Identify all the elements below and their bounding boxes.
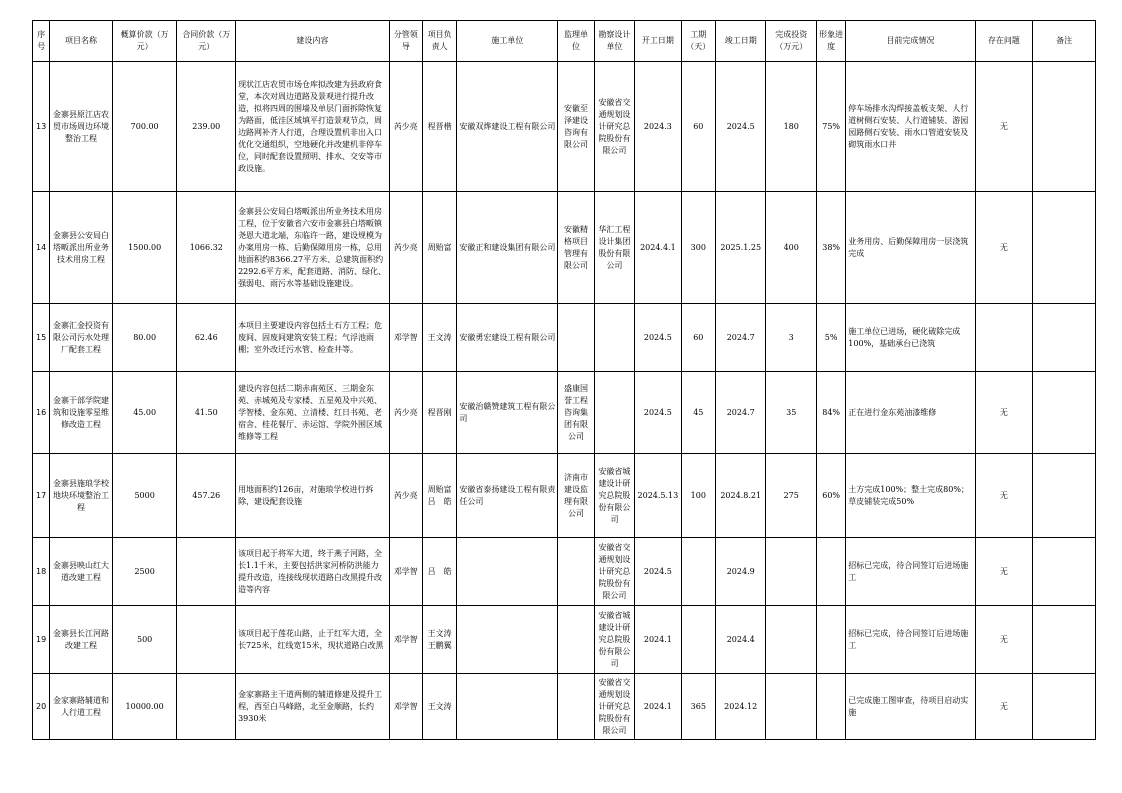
cell-remark xyxy=(1033,304,1096,372)
cell-remark xyxy=(1033,62,1096,192)
cell-issues xyxy=(975,304,1033,372)
table-row xyxy=(33,304,1096,372)
cell-seq: 14 xyxy=(33,192,50,304)
cell-pm: 王文涛 xyxy=(422,674,456,740)
table-row xyxy=(33,454,1096,538)
cell-designer: 安徽省城建设计研究总院股份有限公司 xyxy=(594,454,634,538)
cell-progress: 75% xyxy=(816,62,845,192)
cell-status: 业务用房、后勤保障用房一层浇筑完成 xyxy=(846,192,975,304)
cell-remark xyxy=(1033,454,1096,538)
cell-builder: 安徽省泰扬建设工程有限责任公司 xyxy=(457,454,558,538)
cell-seq: 19 xyxy=(33,606,50,674)
header-budget: 概算价款（万元） xyxy=(112,21,177,62)
cell-pm: 程晋刚 xyxy=(422,372,456,454)
cell-contract: 62.46 xyxy=(177,304,236,372)
cell-period: 100 xyxy=(681,454,715,538)
cell-contract: 457.26 xyxy=(177,454,236,538)
cell-builder xyxy=(457,674,558,740)
header-builder: 施工单位 xyxy=(457,21,558,62)
cell-budget: 45.00 xyxy=(112,372,177,454)
header-contract: 合同价款（万元） xyxy=(177,21,236,62)
cell-name: 金寨县施琅学校地块环境整治工程 xyxy=(50,454,113,538)
cell-finish: 2024.7 xyxy=(715,304,766,372)
header-supervisor: 监理单位 xyxy=(558,21,594,62)
cell-seq: 20 xyxy=(33,674,50,740)
cell-issues: 无 xyxy=(975,192,1033,304)
cell-progress xyxy=(816,606,845,674)
cell-remark xyxy=(1033,674,1096,740)
cell-finish: 2024.7 xyxy=(715,372,766,454)
cell-contract: 41.50 xyxy=(177,372,236,454)
table-row xyxy=(33,192,1096,304)
cell-issues: 无 xyxy=(975,606,1033,674)
cell-budget: 1500.00 xyxy=(112,192,177,304)
cell-seq: 13 xyxy=(33,62,50,192)
cell-progress: 60% xyxy=(816,454,845,538)
cell-leader: 芮少亮 xyxy=(389,192,422,304)
cell-status: 施工单位已进场，硬化破除完成100%，基础承台已浇筑 xyxy=(846,304,975,372)
cell-remark xyxy=(1033,606,1096,674)
table-row xyxy=(33,62,1096,192)
cell-name: 金寨县公安局白塔畈派出所业务技术用房工程 xyxy=(50,192,113,304)
cell-invested: 35 xyxy=(766,372,817,454)
header-period: 工期（天） xyxy=(681,21,715,62)
cell-leader: 芮少亮 xyxy=(389,62,422,192)
cell-budget: 80.00 xyxy=(112,304,177,372)
cell-issues: 无 xyxy=(975,538,1033,606)
cell-content: 用地面积约126亩，对施琅学校进行拆除，建设配套设施 xyxy=(236,454,390,538)
cell-invested: 3 xyxy=(766,304,817,372)
table-row xyxy=(33,538,1096,606)
cell-builder: 安徽正和建设集团有限公司 xyxy=(457,192,558,304)
cell-invested: 275 xyxy=(766,454,817,538)
header-pm: 项目负责人 xyxy=(422,21,456,62)
cell-remark xyxy=(1033,372,1096,454)
cell-pm: 程晋楷 xyxy=(422,62,456,192)
cell-contract xyxy=(177,606,236,674)
cell-name: 金寨汇金投资有限公司污水处理厂配套工程 xyxy=(50,304,113,372)
cell-remark xyxy=(1033,538,1096,606)
cell-content: 金家寨路主干道两侧的辅道修建及提升工程，西至白马峰路，北至金顺路，长约3930米 xyxy=(236,674,390,740)
cell-status: 停车场排水沟焊接盖板支架、人行道树侧石安装、人行道铺装、游园园路侧石安装、雨水口管道安装及砌筑雨水口井 xyxy=(846,62,975,192)
cell-designer: 华汇工程设计集团股份有限公司 xyxy=(594,192,634,304)
header-remark: 备注 xyxy=(1033,21,1096,62)
header-invested: 完成投资（万元） xyxy=(766,21,817,62)
cell-issues: 无 xyxy=(975,372,1033,454)
cell-finish: 2024.8.21 xyxy=(715,454,766,538)
header-finish: 竣工日期 xyxy=(715,21,766,62)
header-progress: 形象进度 xyxy=(816,21,845,62)
cell-progress: 38% xyxy=(816,192,845,304)
cell-builder: 安徽治赣赞建筑工程有限公司 xyxy=(457,372,558,454)
cell-content: 现状江店农贸市场仓库拟改建为县政府食堂，本次对周边道路及景观进行提升改造，拟将四周的围墙及单层门面拆除恢复为路面，低洼区域填平打造景观节点，周边路网补齐人行道，合理设置机非出入口优化交通组织，空地硬化并改建机非停车位，同时配套设置照明、排水、交安等市政设施。 xyxy=(236,62,390,192)
cell-period: 60 xyxy=(681,62,715,192)
cell-designer: 安徽省交通规划设计研究总院股份有限公司 xyxy=(594,674,634,740)
cell-invested: 400 xyxy=(766,192,817,304)
cell-period: 45 xyxy=(681,372,715,454)
cell-designer: 安徽省城建设计研究总院股份有限公司 xyxy=(594,606,634,674)
header-issues: 存在问题 xyxy=(975,21,1033,62)
cell-progress: 84% xyxy=(816,372,845,454)
cell-leader: 芮少亮 xyxy=(389,454,422,538)
cell-budget: 5000 xyxy=(112,454,177,538)
header-start: 开工日期 xyxy=(635,21,681,62)
cell-name: 金寨县长江河路改建工程 xyxy=(50,606,113,674)
cell-issues: 无 xyxy=(975,674,1033,740)
header-name: 项目名称 xyxy=(50,21,113,62)
cell-pm: 周贻富 xyxy=(422,192,456,304)
cell-budget: 700.00 xyxy=(112,62,177,192)
cell-period xyxy=(681,538,715,606)
cell-status: 招标已完成，待合同签订后进场施工 xyxy=(846,538,975,606)
cell-builder xyxy=(457,538,558,606)
header-leader: 分管领导 xyxy=(389,21,422,62)
table-row xyxy=(33,606,1096,674)
cell-start: 2024.1 xyxy=(635,674,681,740)
cell-pm: 周贻富 吕 皓 xyxy=(422,454,456,538)
cell-start: 2024.5.13 xyxy=(635,454,681,538)
cell-seq: 15 xyxy=(33,304,50,372)
cell-finish: 2024.9 xyxy=(715,538,766,606)
cell-status: 已完成施工图审查，待项目启动实施 xyxy=(846,674,975,740)
cell-designer xyxy=(594,372,634,454)
cell-designer: 安徽省交通规划设计研究总院股份有限公司 xyxy=(594,62,634,192)
cell-supervisor xyxy=(558,606,594,674)
cell-content: 本项目主要建设内容包括土石方工程；危废间、固废间建筑安装工程；气浮池雨棚；室外改迁污水管、检查井等。 xyxy=(236,304,390,372)
header-designer: 勘察设计单位 xyxy=(594,21,634,62)
header-seq: 序号 xyxy=(33,21,50,62)
cell-invested xyxy=(766,538,817,606)
cell-status: 招标已完成，待合同签订后进场施工 xyxy=(846,606,975,674)
cell-status: 正在进行金东苑油漆维修 xyxy=(846,372,975,454)
cell-start: 2024.4.1 xyxy=(635,192,681,304)
cell-content: 该项目起于莲花山路，止于红军大道，全长725米，红线宽15米，现状道路白改黑 xyxy=(236,606,390,674)
cell-remark xyxy=(1033,192,1096,304)
cell-start: 2024.5 xyxy=(635,538,681,606)
cell-finish: 2024.4 xyxy=(715,606,766,674)
cell-leader: 邓学智 xyxy=(389,674,422,740)
cell-name: 金寨县原江店农贸市场周边环境整治工程 xyxy=(50,62,113,192)
cell-start: 2024.5 xyxy=(635,372,681,454)
cell-supervisor xyxy=(558,304,594,372)
cell-period: 300 xyxy=(681,192,715,304)
cell-start: 2024.5 xyxy=(635,304,681,372)
cell-supervisor: 济南市建设监理有限公司 xyxy=(558,454,594,538)
table-row xyxy=(33,372,1096,454)
table-row xyxy=(33,674,1096,740)
cell-supervisor xyxy=(558,674,594,740)
cell-designer xyxy=(594,304,634,372)
cell-progress xyxy=(816,674,845,740)
cell-builder: 安徽双烨建设工程有限公司 xyxy=(457,62,558,192)
cell-leader: 邓学智 xyxy=(389,606,422,674)
cell-period xyxy=(681,606,715,674)
cell-budget: 500 xyxy=(112,606,177,674)
cell-pm: 王文涛 王鹏翼 xyxy=(422,606,456,674)
header-content: 建设内容 xyxy=(236,21,390,62)
cell-leader: 邓学智 xyxy=(389,538,422,606)
cell-pm: 王文涛 xyxy=(422,304,456,372)
cell-finish: 2024.12 xyxy=(715,674,766,740)
header-row xyxy=(33,21,1096,62)
cell-supervisor: 安徽精格项目管理有限公司 xyxy=(558,192,594,304)
cell-seq: 18 xyxy=(33,538,50,606)
cell-contract: 1066.32 xyxy=(177,192,236,304)
cell-content: 该项目起于将军大道，终于燕子河路，全长1.1千米，主要包括洪家河桥防洪能力提升改造，连接线现状道路白改黑提升改造等内容 xyxy=(236,538,390,606)
cell-budget: 10000.00 xyxy=(112,674,177,740)
cell-period: 60 xyxy=(681,304,715,372)
cell-contract: 239.00 xyxy=(177,62,236,192)
cell-supervisor xyxy=(558,538,594,606)
cell-supervisor: 盛康国誉工程咨询集团有限公司 xyxy=(558,372,594,454)
cell-start: 2024.3 xyxy=(635,62,681,192)
cell-finish: 2024.5 xyxy=(715,62,766,192)
cell-start: 2024.1 xyxy=(635,606,681,674)
cell-progress xyxy=(816,538,845,606)
cell-content: 建设内容包括二期赤南苑区、三期金东苑、赤城苑及专家楼、五星苑及中兴苑、学智楼、金东苑、立清楼、红日书苑、老宿舍、桂花餐厅、赤运馆、学院外围区域维修等工程 xyxy=(236,372,390,454)
cell-status: 土方完成100%；整土完成80%；草皮铺装完成50% xyxy=(846,454,975,538)
cell-contract xyxy=(177,674,236,740)
cell-period: 365 xyxy=(681,674,715,740)
cell-content: 金寨县公安局白塔畈派出所业务技术用房工程，位于安徽省六安市金寨县白塔畈镇尧恩大道北端，东临许一路，建设规模为办案用房一栋、后勤保障用房一栋，总用地面积约8366.27平方米、总建筑面积约2292.6平方米，配套道路、消防、绿化、强弱电、雨污水等基础设施建设。 xyxy=(236,192,390,304)
cell-contract xyxy=(177,538,236,606)
cell-leader: 芮少亮 xyxy=(389,372,422,454)
cell-name: 金寨县映山红大道改建工程 xyxy=(50,538,113,606)
cell-issues: 无 xyxy=(975,62,1033,192)
cell-invested xyxy=(766,674,817,740)
cell-finish: 2025.1.25 xyxy=(715,192,766,304)
cell-budget: 2500 xyxy=(112,538,177,606)
cell-pm: 吕 皓 xyxy=(422,538,456,606)
cell-builder xyxy=(457,606,558,674)
header-status: 目前完成情况 xyxy=(846,21,975,62)
cell-name: 金家寨路辅道和人行道工程 xyxy=(50,674,113,740)
cell-progress: 5% xyxy=(816,304,845,372)
cell-name: 金寨干部学院建筑和设施零星维修改造工程 xyxy=(50,372,113,454)
cell-issues: 无 xyxy=(975,454,1033,538)
project-table xyxy=(32,20,1096,740)
cell-invested: 180 xyxy=(766,62,817,192)
cell-seq: 16 xyxy=(33,372,50,454)
cell-invested xyxy=(766,606,817,674)
cell-builder: 安徽勇宏建设工程有限公司 xyxy=(457,304,558,372)
cell-designer: 安徽省交通规划设计研究总院股份有限公司 xyxy=(594,538,634,606)
cell-seq: 17 xyxy=(33,454,50,538)
cell-leader: 邓学智 xyxy=(389,304,422,372)
cell-supervisor: 安徽至泽建设咨询有限公司 xyxy=(558,62,594,192)
